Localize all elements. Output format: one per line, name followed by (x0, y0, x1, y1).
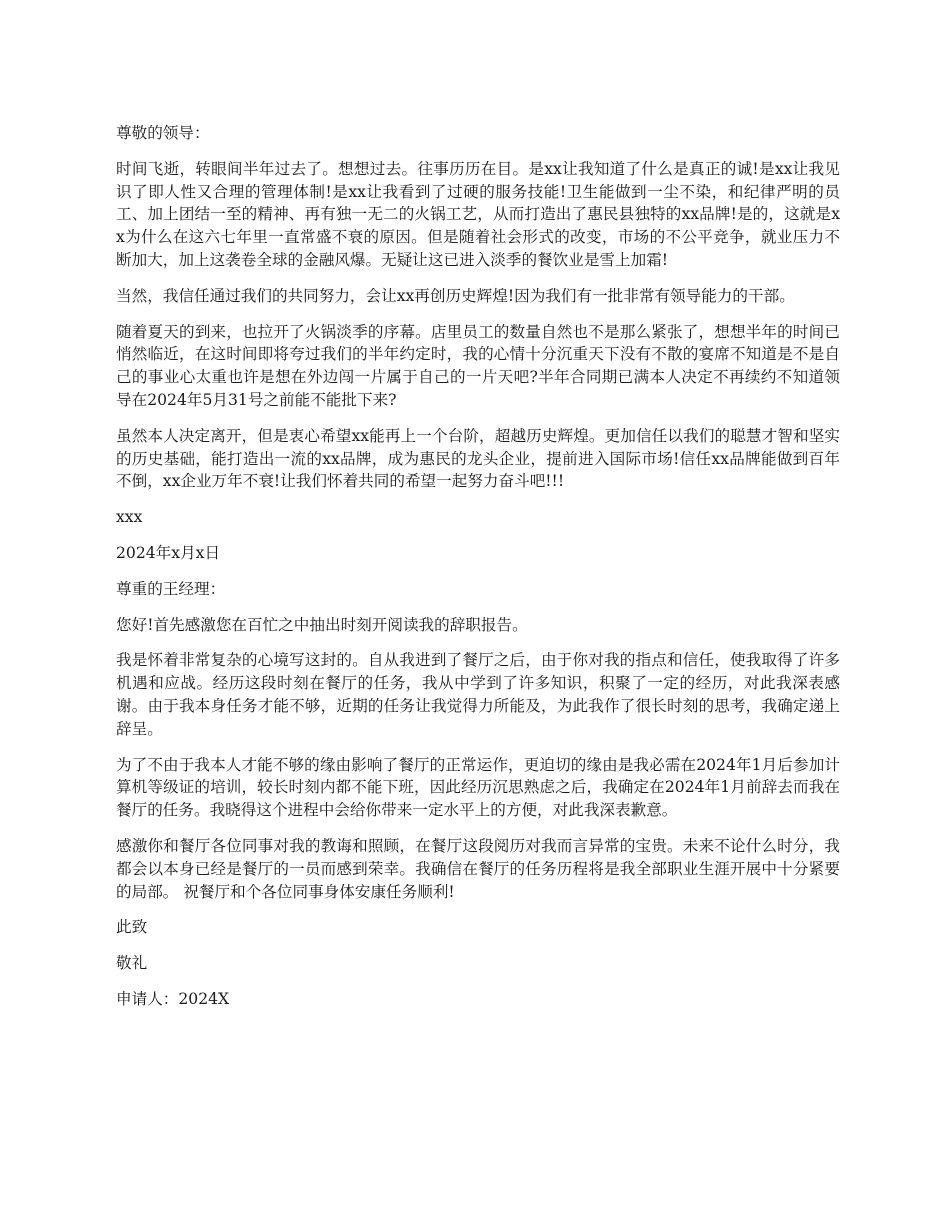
signature-name: xxx (116, 508, 143, 527)
closing-line: 敬礼 (116, 954, 148, 973)
body-paragraph: 虽然本人决定离开，但是衷心希望xx能再上一个台阶，超越历史辉煌。更加信任以我们的聪慧才智和坚实的历史基础，能打造出一流的xx品牌，成为惠民的龙头企业，提前进入国际市场!信任xx品牌能做到百年不倒，xx企业万年不衰!让我们怀着共同的希望一起努力奋斗吧!!! (116, 426, 840, 491)
salutation: 尊敬的领导： (116, 124, 210, 142)
body-paragraph: 我是怀着非常复杂的心境写这封的。自从我进到了餐厅之后，由于你对我的指点和信任，使我取得了许多机遇和应战。经历这段时刻在餐厅的任务，我从中学到了许多知识，积聚了一定的经历，对此我深表感谢。由于我本身任务才能不够，近期的任务让我觉得力所能及，为此我作了很长时刻的思考，我确定递上辞呈。 (116, 651, 840, 738)
body-paragraph: 为了不由于我本人才能不够的缘由影响了餐厅的正常运作，更迫切的缘由是我必需在2024年1月后参加计算机等级证的培训，较长时刻内都不能下班，因此经历沉思熟虑之后，我确定在2024年1月前辞去而我在餐厅的任务。我晓得这个进程中会给你带来一定水平上的方便，对此我深表歉意。 (116, 755, 840, 820)
applicant-signature: 申请人：2024X (116, 989, 230, 1008)
body-paragraph: 感激你和餐厅各位同事对我的教诲和照顾，在餐厅这段阅历对我而言异常的宝贵。未来不论什么时分，我都会以本身已经是餐厅的一员而感到荣幸。我确信在餐厅的任务历程将是我全部职业生涯开展中十分紧要的局部。 祝餐厅和个各位同事身体安康任务顺利! (116, 836, 840, 901)
body-paragraph: 您好!首先感激您在百忙之中抽出时刻开阅读我的辞职报告。 (116, 615, 528, 634)
body-paragraph: 时间飞逝，转眼间半年过去了。想想过去。往事历历在目。是xx让我知道了什么是真正的诚!是xx让我见识了即人性又合理的管理体制!是xx让我看到了过硬的服务技能!卫生能做到一尘不染，和纪律严明的员工、加上团结一至的精神、再有独一无二的火锅工艺，从而打造出了惠民县独特的xx品牌!是的，这就是xx为什么在这六七年里一直常盛不衰的原因。但是随着社会形式的改变，市场的不公平竞争，就业压力不断加大，加上这袭卷全球的金融风爆。无疑让这已进入淡季的餐饮业是雪上加霜! (116, 159, 840, 269)
body-paragraph: 随着夏天的到来，也拉开了火锅淡季的序幕。店里员工的数量自然也不是那么紧张了，想想半年的时间已悄然临近，在这时间即将夸过我们的半年约定时，我的心情十分沉重天下没有不散的宴席不知道是不是自己的事业心太重也许是想在外边闯一片属于自己的一片天吧?半年合同期已满本人决定不再续约不知道领导在2024年5月31号之前能不能批下来? (116, 322, 840, 409)
salutation: 尊重的王经理： (116, 579, 226, 598)
document-body (116, 122, 840, 1024)
closing-line: 此致 (116, 918, 148, 937)
signature-date: 2024年x月x日 (116, 543, 221, 562)
body-paragraph: 当然，我信任通过我们的共同努力，会让xx再创历史辉煌!因为我们有一批非常有领导能力的干部。 (116, 286, 795, 305)
